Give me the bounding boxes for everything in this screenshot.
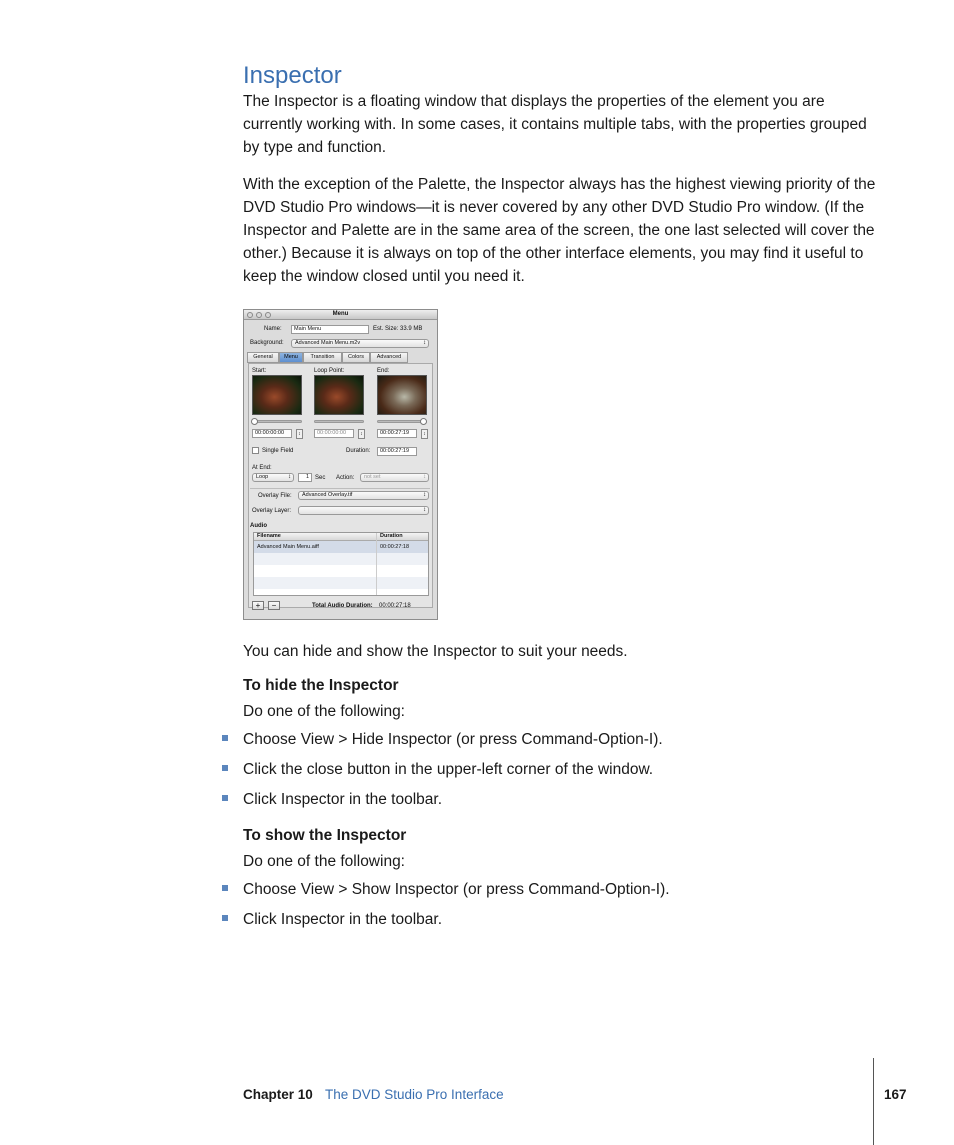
divider	[250, 488, 430, 489]
action-popup: not set ↕	[360, 473, 429, 482]
single-field-checkbox	[252, 447, 259, 454]
table-row	[254, 565, 428, 577]
tab-colors: Colors	[342, 352, 370, 363]
duration-column-header: Duration	[380, 533, 403, 539]
inspector-title: Menu	[332, 311, 349, 317]
remove-audio-button: −	[268, 601, 280, 610]
list-item	[222, 731, 663, 749]
footer-chapter: Chapter 10	[243, 1087, 313, 1102]
after-figure-text: You can hide and show the Inspector to suit your needs.	[243, 643, 628, 660]
overlay-file-label: Overlay File:	[258, 493, 292, 499]
inspector-window-figure	[243, 309, 438, 620]
est-size: Est. Size: 33.9 MB	[373, 326, 423, 332]
add-audio-button: +	[252, 601, 264, 610]
single-field-label: Single Field	[262, 448, 294, 454]
list-item-text: Choose View > Hide Inspector (or press Command-Option-I).	[243, 731, 663, 748]
loop-slider	[314, 420, 364, 423]
intro-paragraph-1: The Inspector is a floating window that displays the properties of the element you are currently working with. In some cases, it contains multiple tabs, with the properties grouped by type and function.	[243, 93, 867, 156]
start-label: Start:	[252, 368, 267, 374]
at-end-popup: Loop ↕	[252, 473, 294, 482]
end-slider-knob	[420, 418, 427, 425]
list-item-text: Click Inspector in the toolbar.	[243, 911, 443, 928]
start-time-field: 00:00:00:00	[252, 429, 292, 438]
tab-menu: Menu	[279, 352, 303, 363]
list-item-text: Choose View > Show Inspector (or press Command-Option-I).	[243, 881, 670, 898]
duration-label: Duration:	[346, 448, 371, 454]
table-row	[254, 541, 428, 553]
loop-time-field: 00:00:00:00	[314, 429, 354, 438]
name-field: Main Menu	[291, 325, 369, 334]
loop-stepper: ↕	[358, 429, 365, 439]
bullet-icon	[222, 765, 228, 771]
end-label: End:	[377, 368, 390, 374]
start-slider	[252, 420, 302, 423]
intro-paragraph-2: With the exception of the Palette, the Inspector always has the highest viewing priority of the DVD Studio Pro windows—it is never covered by any other DVD Studio Pro window. (If the Inspector and Palette are in the same area of the screen, the one last selected will cover the other.) Because it is always on top of the other interface elements, you may find it useful to keep the window closed until you need it.	[243, 176, 876, 285]
overlay-layer-label: Overlay Layer:	[252, 508, 292, 514]
audio-table	[253, 532, 429, 596]
start-thumbnail	[252, 375, 302, 415]
page-heading: Inspector	[243, 62, 342, 89]
tab-transition: Transition	[303, 352, 342, 363]
start-stepper: ↕	[296, 429, 303, 439]
action-label: Action:	[336, 475, 355, 481]
list-item-text: Click the close button in the upper-left corner of the window.	[243, 761, 654, 778]
footer-chapter-title: The DVD Studio Pro Interface	[325, 1087, 504, 1102]
bullet-icon	[222, 735, 228, 741]
row-duration: 00:00:27:18	[380, 544, 410, 550]
footer-divider	[873, 1058, 874, 1145]
duration-field: 00:00:27:19	[377, 447, 417, 456]
list-item-text: Click Inspector in the toolbar.	[243, 791, 443, 808]
audio-table-header	[254, 533, 428, 541]
show-section-title: To show the Inspector	[243, 827, 407, 844]
table-row	[254, 577, 428, 589]
overlay-file-popup: Advanced Overlay.tif ↕	[298, 491, 429, 500]
tab-general: General	[247, 352, 279, 363]
audio-label: Audio	[250, 523, 267, 529]
bullet-icon	[222, 915, 228, 921]
start-slider-knob	[251, 418, 258, 425]
hide-section-lead: Do one of the following:	[243, 703, 405, 720]
overlay-layer-popup	[298, 506, 429, 515]
background-label: Background:	[250, 340, 284, 346]
loop-thumbnail	[314, 375, 364, 415]
inspector-titlebar	[244, 310, 437, 320]
list-item	[222, 761, 653, 779]
total-audio-label: Total Audio Duration:	[312, 603, 373, 609]
show-section-lead: Do one of the following:	[243, 853, 405, 870]
table-row	[254, 553, 428, 565]
bullet-icon	[222, 795, 228, 801]
bullet-icon	[222, 885, 228, 891]
at-end-label: At End:	[252, 465, 272, 471]
row-filename: Advanced Main Menu.aiff	[257, 544, 319, 550]
list-item	[222, 881, 670, 899]
end-time-field: 00:00:27:19	[377, 429, 417, 438]
sec-label: Sec	[315, 475, 326, 481]
column-divider	[376, 533, 377, 595]
sec-field: 1	[298, 473, 312, 482]
name-label: Name:	[264, 326, 282, 332]
total-audio-value: 00:00:27:18	[379, 603, 411, 609]
end-thumbnail	[377, 375, 427, 415]
list-item	[222, 911, 442, 929]
end-stepper: ↕	[421, 429, 428, 439]
hide-section-title: To hide the Inspector	[243, 677, 399, 694]
loop-point-label: Loop Point:	[314, 368, 345, 374]
background-popup: Advanced Main Menu.m2v ↕	[291, 339, 429, 348]
list-item	[222, 791, 442, 809]
tab-advanced: Advanced	[370, 352, 408, 363]
filename-column-header: Filename	[257, 533, 281, 539]
page-number: 167	[884, 1087, 907, 1102]
